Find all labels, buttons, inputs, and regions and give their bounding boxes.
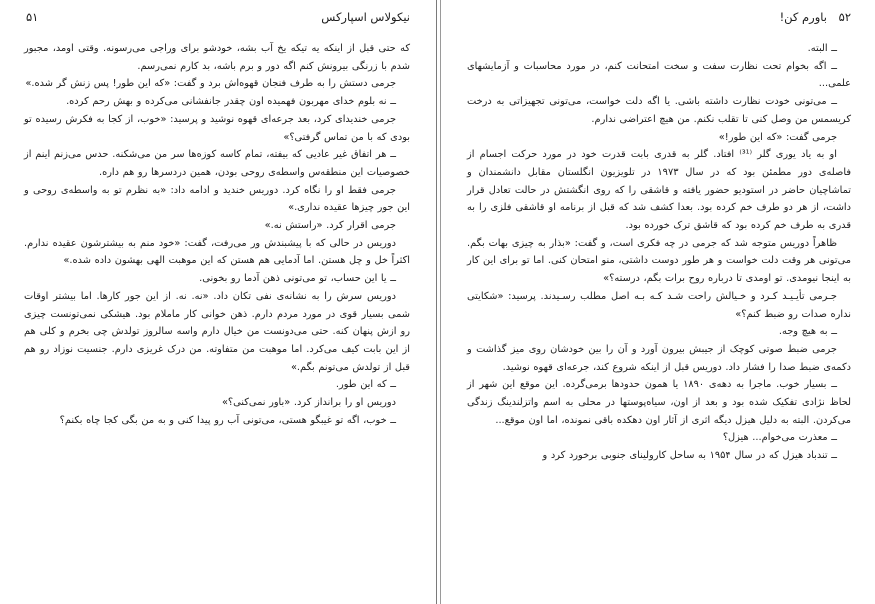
paragraph: ــ می‌تونی خودت نظارت داشته باشی. یا اگه دلت خواست، می‌تونی تجهیزاتی به درخت کریسمس من وصل کنی تا تقلب نکنم. من هیچ اعتراضی ندارم. (467, 96, 851, 125)
paragraph: او به یاد یوری گلر ⁽³¹⁾ افتاد. گلر به قدری بابت قدرت خود در مورد حرکت اجسام از فاصله‌ی دور مطمئن بود که در سال ۱۹۷۳ در تلویزیون انگلستان مقابل دانشمندان و تماشاچیان حاضر در استودیو حضور یافته و قاشقی را که روی انگشتش در حالت تعادل قرار داشت، از هر دو طرف خم کرده بود. بعدا کشف شد که قبل از برنامه او قاشقی فلزی را به قدری به طرف خم کرده بود که قاشق ترک خورده بود. (467, 149, 852, 232)
paragraph: ــ معذرت می‌خوام... هیزل؟ (722, 432, 837, 444)
paragraph: ــ به هیچ وجه. (778, 326, 837, 338)
paragraph: ــ هر اتفاق غیر عادیی که بیفته، تمام کاسه کوزه‌ها سر من می‌شکنه. حدس می‌زنم اینم از خصوصیات این منطقه‌س واسطه‌ی روحی بودن، همین درد‌سرها رو هم داره. (24, 149, 410, 178)
right-page (441, 0, 875, 604)
paragraph: ــ نه بلوم خدای مهربون فهمیده اون چقدر جانفشانی می‌کرده و بهش رحم کرده. (66, 96, 396, 108)
paragraph: ــ که این طور. (335, 379, 396, 391)
right-page-header (467, 8, 851, 26)
paragraph: جرمی فقط او را نگاه کرد. دوریس خندید و ادامه داد: «به نظرم تو به واسطه‌ی روحی و این جور چیزها عقیده نداری.» (24, 184, 410, 214)
paragraph: جرمی اقرار کرد. «راستش نه.» (264, 220, 396, 232)
left-running-title: نیکولاس اسپارکس (321, 10, 410, 24)
left-page-header (26, 8, 410, 26)
paragraph: ــ یا این حساب، تو می‌تونی ذهن آدما رو بخونی. (199, 273, 396, 285)
paragraph: ــ بسیار خوب. ماجرا به دهه‌ی ۱۸۹۰ یا همون حدودها برمی‌گرده. این موقع این شهر از لحاظ نژادی تفکیک شده بود و بعد از اون، سیاه‌پوستها در محلی به اسم واتزلندینگ زندگی می‌کردن. البته به دلیل هیزل دیگه اثری از آثار اون دهکده باقی نمونده، اما اون موقع... (467, 379, 851, 426)
left-page (0, 0, 436, 604)
paragraph: جرمی ضبط صوتی کوچک از جیبش بیرون آورد و آن را بین خودشان روی میز گذاشت و دکمه‌ی ضبط صدا را فشار داد. دوریس قبل از اینکه شروع کند، جرعه‌ای قهوه نوشید. (467, 343, 851, 373)
paragraph: ــ البته. (807, 43, 837, 54)
paragraph: دوریس او را برانداز کرد. «باور نمی‌کنی؟» (221, 397, 396, 409)
paragraph: ــ اگه بخوام تحت نظارت سفت و سخت امتحانت کنم، در مورد محاسبات و آزمایشهای علمی... (467, 60, 851, 90)
paragraph: ظاهراً دوریس متوجه شد که جرمی در چه فکری است، و گفت: «بذار به چیزی بهات بگم. می‌تونی هر وقت دلت خواست و هر طور دوست داشتی، منو امتحان کنی. اما تو برای این کار به اینجا نیومدی. تو اومدی تا درباره روح برات بگم، درسته؟» (467, 237, 851, 285)
left-page-body (24, 40, 410, 429)
right-page-number: ۵۲ (838, 10, 851, 24)
page-gutter-line (436, 0, 437, 604)
left-page-number: ۵۱ (26, 10, 39, 24)
paragraph: ــ خوب، اگه تو غیبگو هستی، می‌تونی آب رو پیدا کنی و به من بگی کجا چاه بکنم؟ (59, 414, 396, 426)
paragraph: دوریس در حالی که با پیشبندش ور می‌رفت، گفت: «خود منم به بیشترشون عقیده ندارم. اکثراً خل و چل هستن. اما آدمایی هم هستن که این موهبت الهی بهشون داده شده.» (24, 237, 410, 267)
paragraph: جرمی گفت: «که این طور!» (718, 131, 837, 143)
right-running-title: باورم کن! (779, 10, 827, 24)
paragraph: ــ تندباد هیزل که در سال ۱۹۵۴ به ساحل کارولینای جنوبی برخورد کرد و (542, 450, 837, 462)
paragraph: که حتی قبل از اینکه یه تیکه یخ آب بشه، خودشو برای وراجی می‌رسونه. وقتی اومد، مجبور شدم با زرنگی بیرونش کنم اگه دور و برم باشه، بد کارم نمی‌رسم. (24, 43, 410, 72)
right-page-body (467, 40, 851, 465)
paragraph: دوریس سرش را به نشانه‌ی نفی تکان داد. «نه. نه. از این جور کارها. اما بیشتر اوقات شمی بسیار قوی در مورد مردم دارم. ذهن خوانی کار ماملام بود. هیشکی نمی‌تونست چیزی رو ازش پنهان کنه. حتی می‌دونست من خیال دارم واسه سالروز تولدش چی بخرم و کلی هم از این بابت کیف می‌کرد. اما موهبت من متفاوته. من درک غریزی دارم. جنسیت نوزاد رو هم قبل از تولدش می‌تونم بگم.» (24, 290, 410, 373)
paragraph: جرمی دستش را به طرف فنجان قهوه‌اش برد و گفت: «که این طور! پس زنش گر شده.» (25, 78, 396, 90)
paragraph: جـرمی تأیـیـد کـرد و خـیالش راحت شـد کـه بـه اصل مطلب رسـیدند. پرسید: «شکایتی نداره صدات رو ضبط کنم؟» (467, 290, 851, 320)
paragraph: جرمی خندیدای کرد، بعد جرعه‌ای قهوه نوشید و پرسید: «خوب، از کجا به فکرش رسیده تو بودی که با من تماس گرفتی؟» (24, 113, 410, 143)
